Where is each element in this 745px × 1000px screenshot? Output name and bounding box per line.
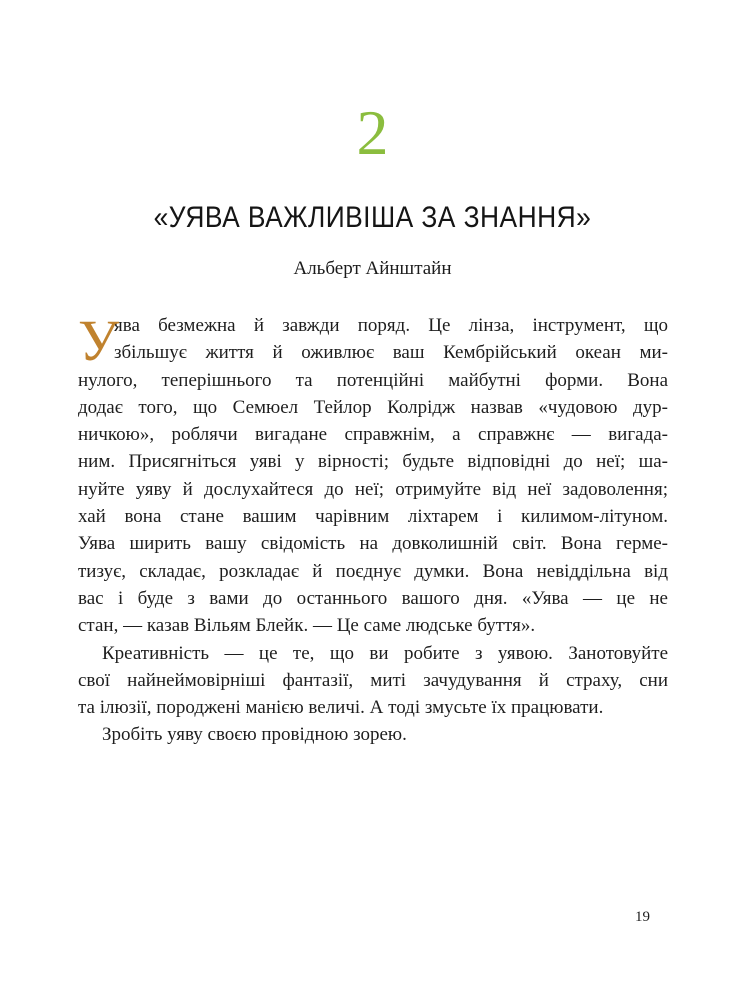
- chapter-number: 2: [356, 97, 389, 168]
- text-line: Креативність — це те, що ви робите з уявою. Занотовуйте: [102, 642, 668, 664]
- paragraph-3: [78, 721, 668, 748]
- text-line: нулого, теперішнього та потенційні майбутні форми. Вона: [78, 369, 668, 391]
- text-line: тизує, складає, розкладає й поєднує думки. Вона невіддільна від: [78, 560, 668, 582]
- epigraph-author: Альберт Айнштайн: [293, 258, 452, 279]
- text-line: хай вона стане вашим чарівним ліхтарем і килимом-літуном.: [78, 506, 668, 528]
- text-line: Зробіть уяву своєю провідною зорею.: [102, 724, 407, 746]
- page-number: 19: [635, 909, 650, 925]
- body-text: [78, 308, 668, 749]
- text-line: стан, — казав Вільям Блейк. — Це саме людське буття».: [78, 615, 536, 637]
- text-line: ничкою», роблячи вигадане справжнім, а справжнє — вигада-: [78, 424, 668, 446]
- text-line: Уява ширить вашу свідомість на довколишній світ. Вона герме-: [78, 533, 668, 555]
- text-line: збільшує життя й оживлює ваш Кембрійський океан ми-: [114, 342, 668, 364]
- drop-cap: У: [78, 308, 120, 373]
- text-line: та ілюзії, породжені манією величі. А тоді змусьте їх працювати.: [78, 697, 604, 719]
- text-line: ява безмежна й завжди поряд. Це лінза, інструмент, що: [114, 315, 668, 336]
- text-line: вас і буде з вами до останнього вашого дня. «Уява — це не: [78, 587, 668, 609]
- text-line: ним. Присягніться уяві у вірності; будьте відповідні до неї; ша-: [78, 451, 668, 473]
- paragraph-2: [78, 640, 668, 722]
- text-line: нуйте уяву й дослухайтеся до неї; отримуйте від неї задоволення;: [78, 478, 668, 500]
- text-line: додає того, що Семюел Тейлор Колрідж назвав «чудовою дур-: [78, 396, 668, 418]
- paragraph-1: [78, 308, 668, 640]
- chapter-title: «УЯВА ВАЖЛИВІША ЗА ЗНАННЯ»: [153, 201, 592, 234]
- text-line: свої найнеймовірніші фантазії, миті зачудування й страху, сни: [78, 669, 668, 691]
